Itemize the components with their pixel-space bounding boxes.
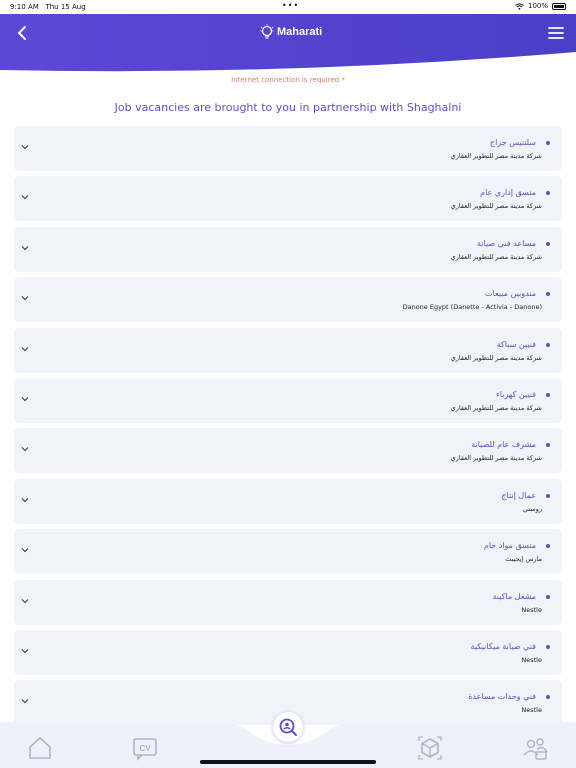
job-item[interactable] (14, 176, 562, 221)
job-title: مشرف عام للصيانة (471, 440, 536, 450)
bullet-icon (546, 242, 550, 246)
job-company: Nestle (521, 706, 542, 715)
job-item[interactable] (14, 126, 562, 171)
job-company: Nestle (521, 605, 542, 614)
chevron-down-icon[interactable] (21, 597, 29, 605)
chevron-down-icon[interactable] (21, 496, 29, 504)
chevron-down-icon[interactable] (21, 546, 29, 554)
wifi-icon (515, 3, 524, 10)
job-company: روستي (522, 504, 542, 513)
job-title: فنيين كهرباء (495, 389, 536, 399)
bullet-icon (546, 494, 550, 498)
bullet-icon (546, 443, 550, 447)
back-icon[interactable] (14, 24, 32, 42)
multitasking-dots[interactable]: ••• (282, 1, 300, 10)
job-company: شركة مدينة مصر للتطوير العقاري (450, 353, 542, 362)
app-header (0, 14, 576, 76)
bullet-icon (546, 343, 550, 347)
svg-text:CV: CV (139, 744, 151, 753)
job-title: مندوبين مبيعات (485, 289, 536, 299)
bullet-icon (546, 292, 550, 296)
job-search-button[interactable] (273, 712, 303, 742)
battery-icon (552, 3, 566, 10)
job-company: شركة مدينة مصر للتطوير العقاري (450, 202, 542, 211)
job-item[interactable] (14, 428, 562, 473)
chevron-down-icon[interactable] (21, 193, 29, 201)
people-icon[interactable] (522, 735, 548, 761)
job-title: فني صيانة ميكانيكية (470, 641, 536, 651)
status-bar (0, 0, 576, 14)
chevron-down-icon[interactable] (21, 697, 29, 705)
partnership-text: Job vacancies are brought to you in partnership with Shaghalni (114, 101, 462, 114)
cv-icon[interactable] (132, 735, 158, 761)
job-item[interactable] (14, 479, 562, 524)
job-item[interactable] (14, 580, 562, 625)
job-company: Danone Egypt (Danette - Activia - Danone) (402, 303, 542, 312)
lightbulb-icon (260, 24, 274, 40)
job-company: مارس إيجيبت (505, 555, 542, 564)
chevron-down-icon[interactable] (21, 395, 29, 403)
job-list (14, 126, 562, 731)
app-logo (260, 24, 322, 40)
bullet-icon (546, 544, 550, 548)
job-search-icon (278, 717, 298, 737)
job-item[interactable] (14, 277, 562, 322)
chevron-down-icon[interactable] (21, 445, 29, 453)
bullet-icon (546, 141, 550, 145)
status-time: 9:10 AM Thu 15 Aug (10, 3, 86, 11)
job-item[interactable] (14, 328, 562, 373)
chevron-down-icon[interactable] (21, 244, 29, 252)
job-title: منسق مواد خام (483, 541, 536, 551)
job-company: شركة مدينة مصر للتطوير العقاري (450, 252, 542, 261)
bullet-icon (546, 645, 550, 649)
connection-notice: Internet connection is required * (231, 76, 345, 84)
job-title: فنيين سباكة (496, 339, 536, 349)
home-indicator (200, 760, 376, 764)
job-item[interactable] (14, 227, 562, 272)
job-company: شركة مدينة مصر للتطوير العقاري (450, 403, 542, 412)
job-title: منسق إداري عام (480, 188, 536, 198)
bullet-icon (546, 695, 550, 699)
home-icon[interactable] (27, 735, 53, 761)
app-name: Maharati (277, 26, 323, 38)
battery-percent: 100% (527, 2, 548, 10)
job-title: فني وحدات مساعدة (468, 692, 536, 702)
cube-icon[interactable] (417, 735, 443, 761)
job-company: شركة مدينة مصر للتطوير العقاري (450, 152, 542, 160)
chevron-down-icon[interactable] (21, 143, 29, 151)
chevron-down-icon[interactable] (21, 294, 29, 302)
job-company: Nestle (521, 655, 542, 664)
chevron-down-icon[interactable] (21, 647, 29, 655)
job-title: مشغل ماكينة (492, 591, 536, 601)
chevron-down-icon[interactable] (21, 345, 29, 353)
job-title: سلتنيس جراج (489, 138, 536, 147)
bullet-icon (546, 393, 550, 397)
job-item[interactable] (14, 630, 562, 675)
job-company: شركة مدينة مصر للتطوير العقاري (450, 454, 542, 463)
job-title: مساعد فني صيانة (477, 238, 536, 248)
job-title: عمال إنتاج (501, 490, 536, 500)
bullet-icon (546, 191, 550, 195)
status-right (515, 2, 566, 10)
job-item[interactable] (14, 529, 562, 574)
job-item[interactable] (14, 378, 562, 423)
hamburger-icon[interactable] (548, 26, 564, 40)
bullet-icon (546, 595, 550, 599)
